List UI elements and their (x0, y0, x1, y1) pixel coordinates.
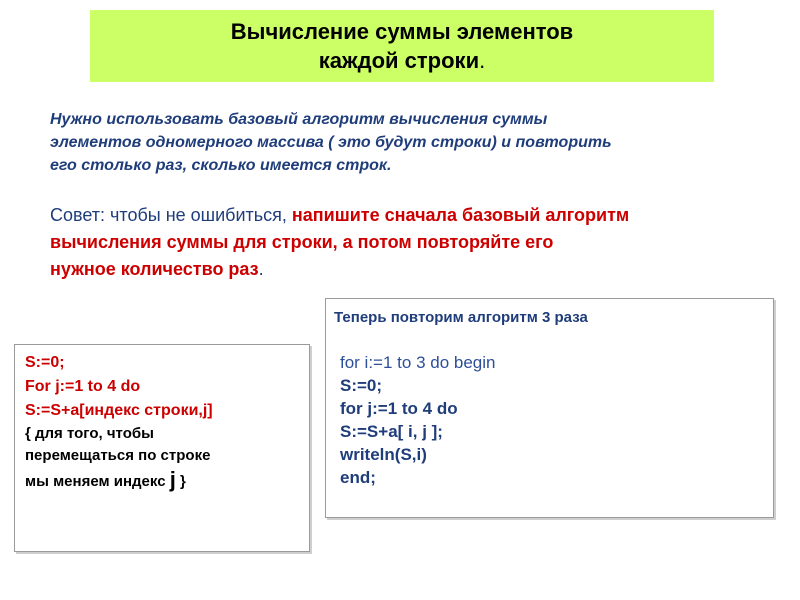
intro-line-3: его столько раз, сколько имеется строк. (50, 157, 392, 174)
title-line-2 (319, 46, 485, 75)
code-line: S:=S+a[ i, j ]; (340, 422, 443, 441)
tip-line-2 (50, 229, 780, 256)
title-line-2-text: каждой строки (318, 48, 480, 73)
comment-line-1: { для того, чтобы (25, 425, 154, 442)
intro-line-2: элементов одномерного массива ( это будут строки) и повторить (50, 134, 612, 151)
repeated-algorithm-box (325, 298, 774, 518)
comment-close: } (175, 473, 186, 490)
index-variable: j (169, 467, 176, 492)
code-line: S:=0; (340, 376, 383, 395)
tip-suffix: . (258, 259, 264, 279)
slide-title (90, 10, 714, 82)
code-line: S:=S+a[индекс строки,j] (25, 402, 213, 419)
comment-line-3-text: мы меняем индекс (25, 473, 170, 490)
repeat-header: Теперь повторим алгоритм 3 раза (334, 309, 588, 326)
title-line-1: Вычисление суммы элементов (230, 19, 574, 44)
title-dot: . (479, 48, 486, 73)
repeat-code (334, 351, 773, 489)
comment-line-2: перемещаться по строке (25, 447, 211, 464)
code-line: for j:=1 to 4 do (340, 399, 458, 418)
tip-highlight-3: нужное количество раз (50, 259, 259, 279)
tip-line-1 (50, 202, 780, 229)
base-algorithm-box (14, 344, 310, 552)
comment-line-3 (25, 465, 309, 497)
tip-highlight-2: вычисления суммы для строки, а потом повторяйте его (50, 232, 554, 252)
code-line: S:=0; (25, 354, 65, 371)
tip-paragraph (50, 202, 780, 283)
tip-highlight-1: напишите сначала базовый алгоритм (291, 205, 630, 225)
intro-line-1: Нужно использовать базовый алгоритм вычисления суммы (50, 111, 548, 128)
intro-paragraph (50, 108, 770, 177)
code-line: For j:=1 to 4 do (25, 378, 141, 395)
code-line: writeln(S,i) (340, 445, 427, 464)
code-line: end; (340, 468, 376, 487)
tip-line-3 (50, 256, 780, 283)
code-line: for i:=1 to 3 do begin (340, 353, 496, 372)
tip-prefix: Совет: чтобы не ошибиться, (50, 205, 292, 225)
